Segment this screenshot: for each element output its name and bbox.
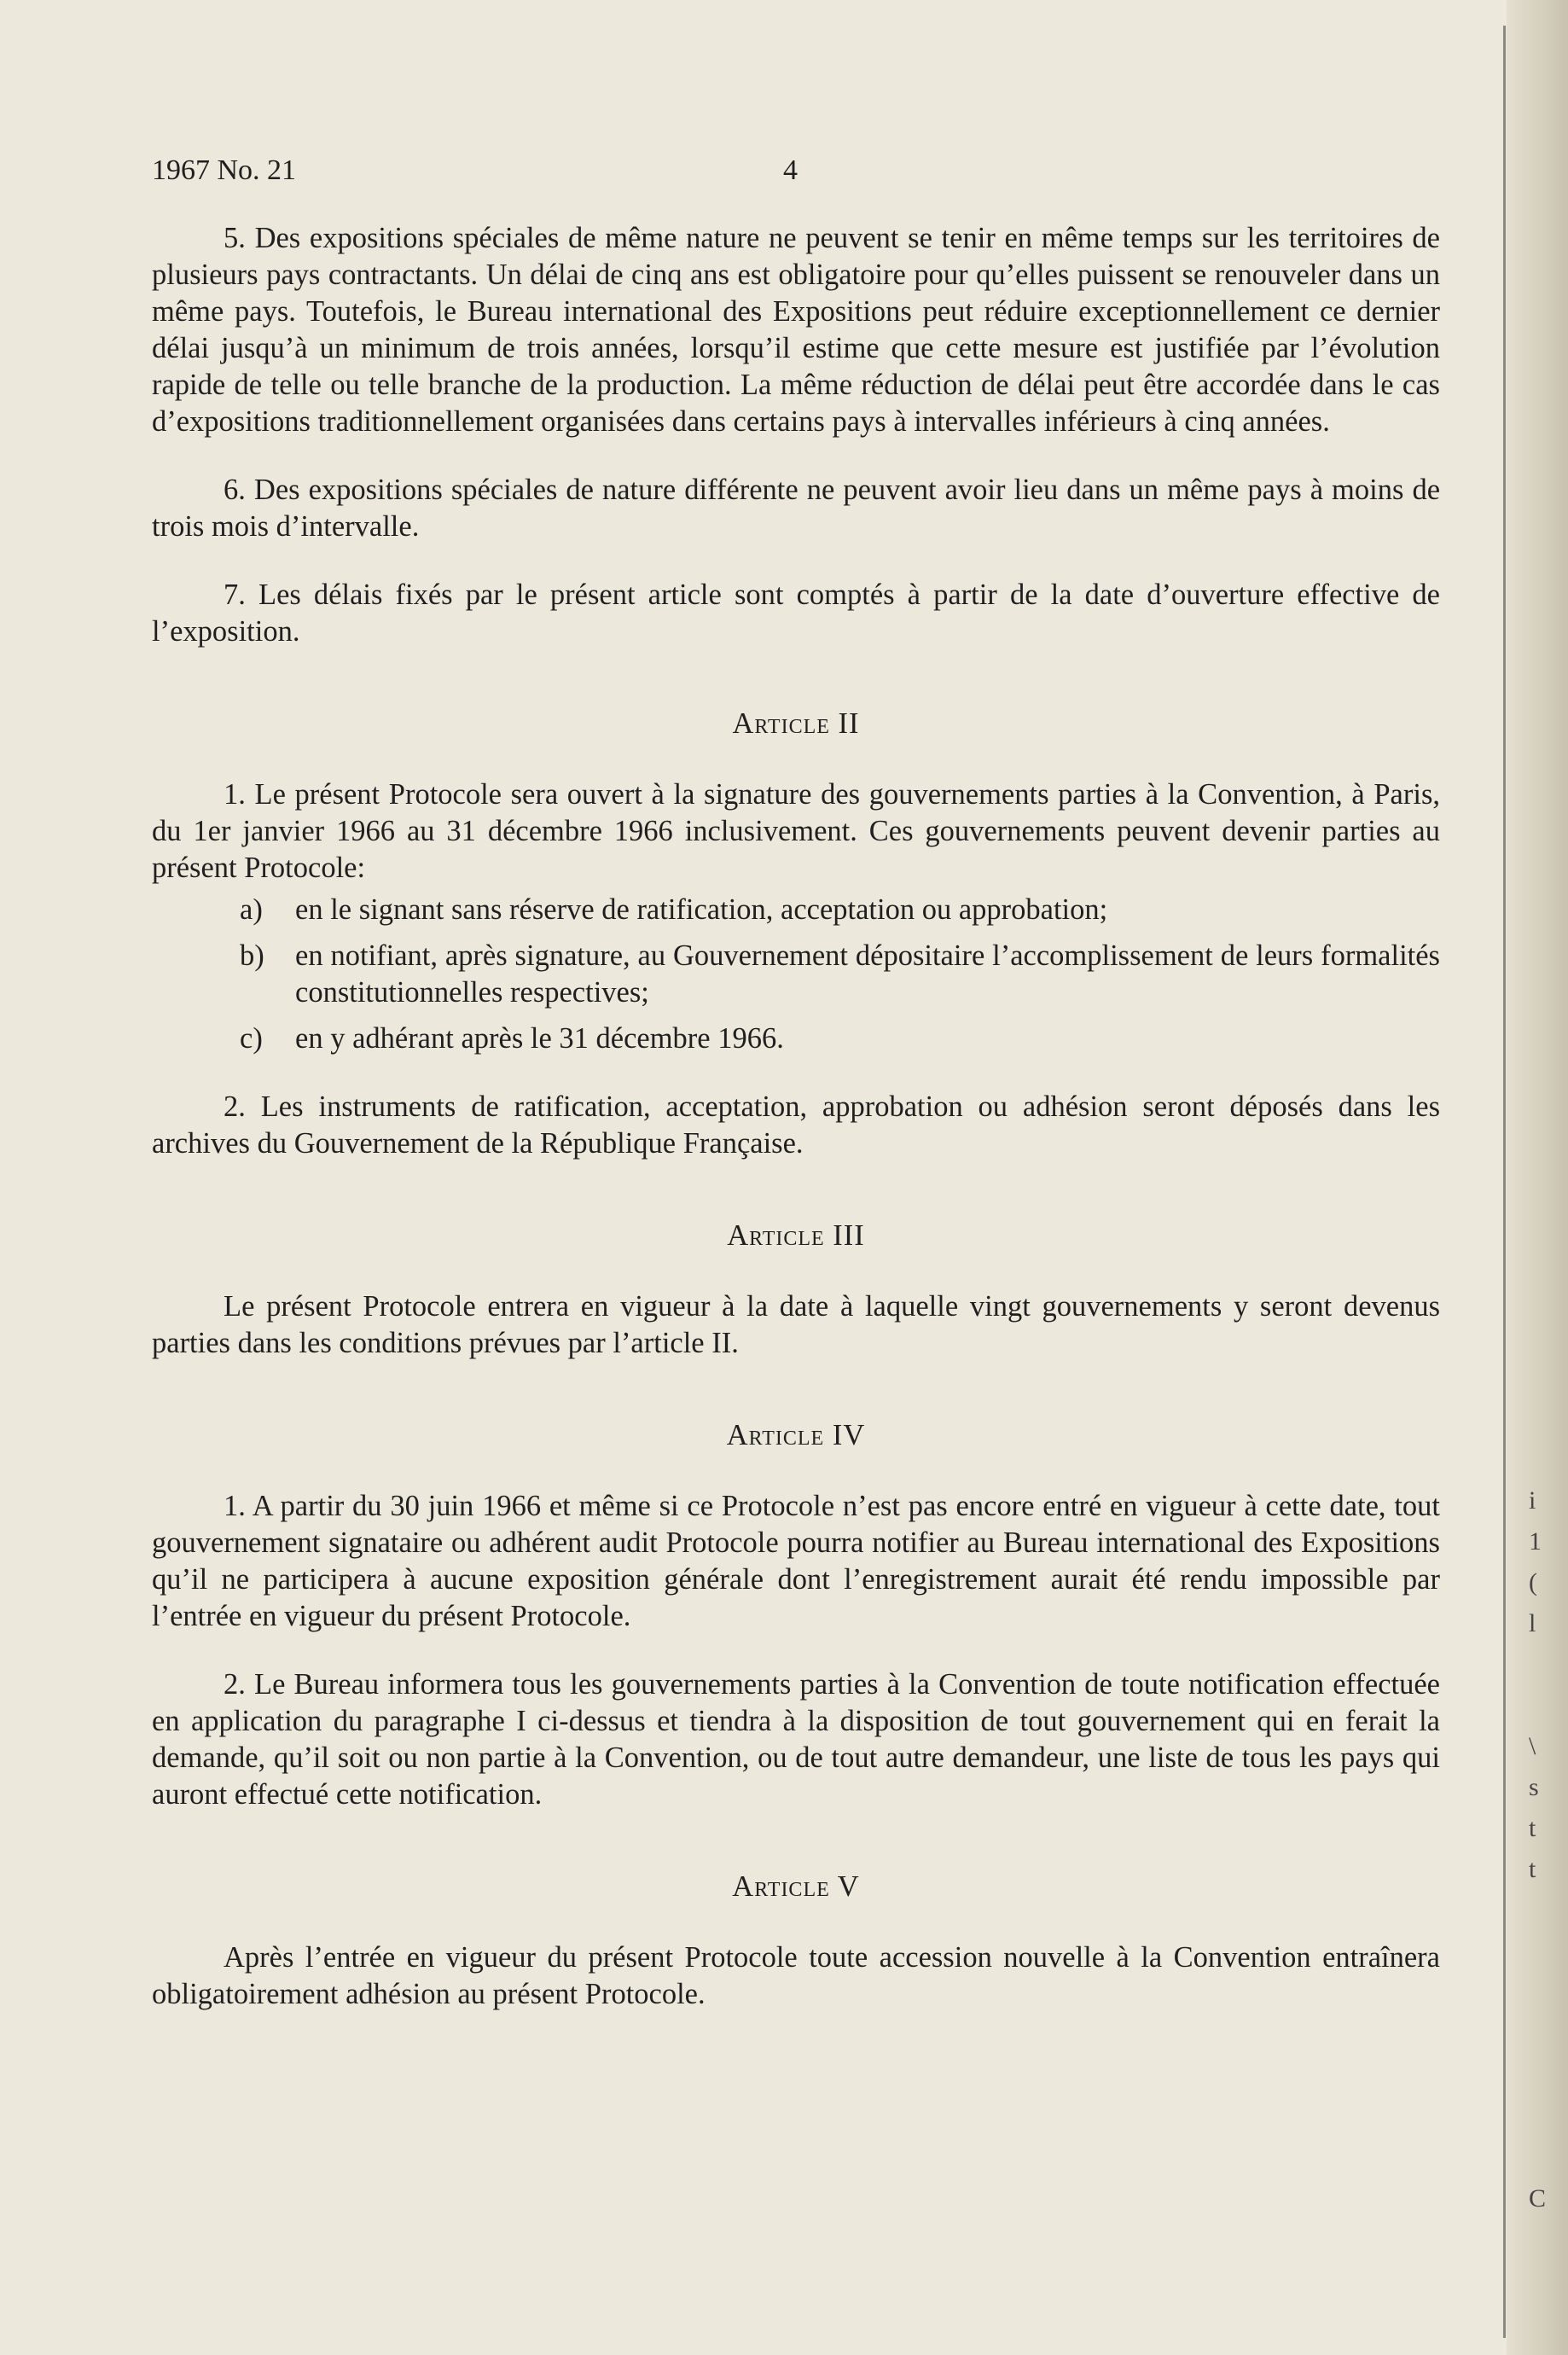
paragraph-7 — [152, 577, 1440, 650]
list-marker: c) — [240, 1022, 263, 1055]
paragraph-text: Les délais fixés par le présent article sont comptés à partir de la date d’ouverture effective de l’exposition. — [152, 579, 1440, 648]
margin-mark: i — [1529, 1486, 1536, 1515]
list-item-text: en notifiant, après signature, au Gouvernement dépositaire l’accomplissement de leurs formalités constitutionnelles respectives; — [295, 939, 1440, 1009]
list-item-text: en y adhérant après le 31 décembre 1966. — [295, 1022, 784, 1055]
article-heading: Article III — [727, 1219, 865, 1252]
list-item — [152, 1020, 1440, 1057]
article-5-paragraph: Après l’entrée en vigueur du présent Protocole toute accession nouvelle à la Convention entraînera obligatoirement adhésion au présent Protocole. — [152, 1941, 1440, 2010]
article-heading: Article II — [732, 707, 860, 740]
list-marker: a) — [240, 893, 263, 926]
margin-mark: 1 — [1529, 1527, 1542, 1555]
article-3-paragraph: Le présent Protocole entrera en vigueur à la date à laquelle vingt gouvernements y seront devenus parties dans les conditions prévues par l’article II. — [152, 1290, 1440, 1359]
list-item — [152, 938, 1440, 1011]
list-marker: b) — [240, 939, 264, 972]
paragraph-5 — [152, 220, 1440, 440]
margin-mark: ( — [1529, 1568, 1537, 1596]
paragraph-label: 5. — [224, 222, 246, 254]
spine-line — [1503, 26, 1506, 2338]
article-2-paragraph-1: 1. Le présent Protocole sera ouvert à la signature des gouvernements parties à la Convention, à Paris, du 1er janvier 1966 au 31 décembre 1966 inclusivement. Ces gouvernements peuvent devenir parties au présent Protocole: — [152, 778, 1440, 884]
margin-mark: \ — [1529, 1732, 1536, 1760]
list-item — [152, 892, 1440, 928]
margin-mark: l — [1529, 1609, 1536, 1637]
article-heading: Article IV — [726, 1419, 866, 1451]
article-2-paragraph-2: 2. Les instruments de ratification, acceptation, approbation ou adhésion seront déposés dans les archives du Gouvernement de la République Française. — [152, 1090, 1440, 1160]
paragraph-6 — [152, 472, 1440, 545]
article-heading: Article V — [732, 1870, 860, 1903]
list-item-text: en le signant sans réserve de ratification, acceptation ou approbation; — [295, 893, 1108, 926]
margin-mark: t — [1529, 1855, 1536, 1883]
paragraph-text: Des expositions spéciales de nature différente ne peuvent avoir lieu dans un même pays à moins de trois mois d’intervalle. — [152, 474, 1441, 543]
margin-mark: s — [1529, 1773, 1539, 1801]
paragraph-label: 7. — [224, 579, 246, 611]
signature-options-list — [152, 892, 1440, 1057]
treaty-year-number: 1967 No. 21 — [152, 154, 297, 186]
paragraph-text: Des expositions spéciales de même nature ne peuvent se tenir en même temps sur les territoires de plusieurs pays contractants. Un délai de cinq ans est obligatoire pour qu’elles puissent se renouveler dans un même pays. Toutefois, le Bureau international des Expositions peut réduire exceptionnellement ce dernier délai jusqu’à un minimum de trois années, lorsqu’il estime que cette mesure est justifiée par l’évolution rapide de telle ou telle branche de la production. La même réduction de délai peut être accordée dans le cas d’expositions traditionnellement organisées dans certains pays à intervalles inférieurs à cinq années. — [152, 222, 1440, 438]
page-body — [152, 220, 1440, 2044]
margin-mark: C — [1529, 2184, 1547, 2213]
article-4-paragraph-1: 1. A partir du 30 juin 1966 et même si ce Protocole n’est pas encore entré en vigueur à cette date, tout gouvernement signataire ou adhérent audit Protocole pourra notifier au Bureau international des Expositions qu’il ne participera à aucune exposition générale dont l’enregistrement aurait été rendu impossible par l’entrée en vigueur du présent Protocole. — [152, 1490, 1440, 1632]
page-number: 4 — [783, 154, 798, 186]
paragraph-label: 6. — [224, 474, 246, 506]
margin-mark: t — [1529, 1814, 1536, 1842]
binding-gutter — [1507, 0, 1568, 2355]
article-4-paragraph-2: 2. Le Bureau informera tous les gouvernements parties à la Convention de toute notification effectuée en application du paragraphe I ci-dessus et tiendra à la disposition de tout gouvernement qui en ferait la demande, qu’il soit ou non partie à la Convention, ou de tout autre demandeur, une liste de tous les pays qui auront effectué cette notification. — [152, 1668, 1440, 1811]
